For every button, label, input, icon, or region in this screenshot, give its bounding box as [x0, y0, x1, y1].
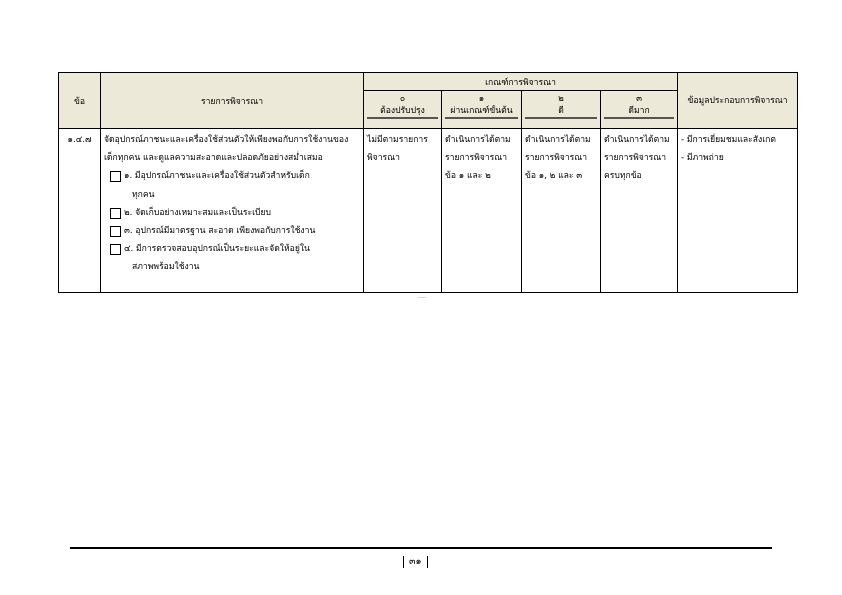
level-label: ดีมาก — [628, 106, 650, 116]
level-bar — [604, 117, 674, 119]
level-2-description: ดำเนินการได้ตามรายการพิจารณา ข้อ ๑, ๒ และ ๓ — [522, 129, 601, 293]
level-0-header — [364, 91, 442, 129]
scan-mark — [418, 297, 426, 298]
item-title: จัดอุปกรณ์ภาชนะและเครื่องใช้ส่วนตัวให้เพียงพอกับการใช้งานของเด็กทุกคน และดูแลความสะอาดและปลอดภัยอย่างสม่ำเสมอ — [104, 135, 349, 164]
level-1-header — [442, 91, 522, 129]
checklist-continuation: ทุกคน — [132, 189, 155, 200]
checkbox-icon — [110, 171, 121, 182]
level-bar — [367, 117, 438, 119]
header-no: ข้อ — [59, 73, 101, 129]
checkbox-icon — [110, 244, 121, 255]
level-0-description: ไม่มีตามรายการพิจารณา — [364, 129, 442, 293]
checklist-item — [110, 222, 360, 240]
page-number: ๓๑ — [403, 556, 428, 568]
evidence-item: - มีการเยี่ยมชมและสังเกต — [681, 135, 776, 145]
checklist-text: ๒. จัดเก็บอย่างเหมาะสมและเป็นระเบียบ — [124, 207, 271, 218]
checklist-text: ๓. อุปกรณ์มีมาตรฐาน สะอาด เพียงพอกับการใช้งาน — [124, 226, 316, 237]
level-1-description: ดำเนินการได้ตามรายการพิจารณา ข้อ ๑ และ ๒ — [442, 129, 522, 293]
level-bar — [445, 117, 518, 119]
checklist-item — [110, 240, 360, 258]
checkbox-icon — [110, 208, 121, 219]
level-number: ๐ — [399, 94, 406, 104]
level-label: ผ่านเกณฑ์ขั้นต้น — [450, 106, 513, 116]
level-label: ดี — [558, 106, 564, 116]
checklist-text: ๑. มีอุปกรณ์ภาชนะและเครื่องใช้ส่วนตัวสำหรับเด็ก — [124, 171, 310, 182]
criteria-table — [58, 72, 798, 293]
checklist-continuation: สภาพพร้อมใช้งาน — [132, 262, 200, 273]
checklist-text: ๔. มีการตรวจสอบอุปกรณ์เป็นระยะและจัดให้อยู่ใน — [124, 244, 310, 255]
footer-rule — [70, 547, 772, 549]
level-3-description: ดำเนินการได้ตามรายการพิจารณาครบทุกข้อ — [601, 129, 678, 293]
header-evidence: ข้อมูลประกอบการพิจารณา — [678, 73, 798, 129]
level-bar — [525, 117, 597, 119]
level-number: ๑ — [478, 94, 485, 104]
checklist-item — [110, 204, 360, 222]
level-3-header — [601, 91, 678, 129]
level-label: ต้องปรับปรุง — [380, 106, 425, 116]
checklist-item — [110, 167, 360, 185]
level-2-header — [522, 91, 601, 129]
header-item: รายการพิจารณา — [101, 73, 364, 129]
evidence-item: - มีภาพถ่าย — [681, 153, 724, 164]
header-criteria: เกณฑ์การพิจารณา — [364, 73, 678, 91]
evidence-cell — [678, 129, 798, 293]
level-number: ๒ — [558, 94, 564, 104]
row-number: ๑.๔.๗ — [59, 129, 101, 293]
level-number: ๓ — [636, 94, 642, 104]
item-cell — [101, 129, 364, 293]
checkbox-icon — [110, 226, 121, 237]
